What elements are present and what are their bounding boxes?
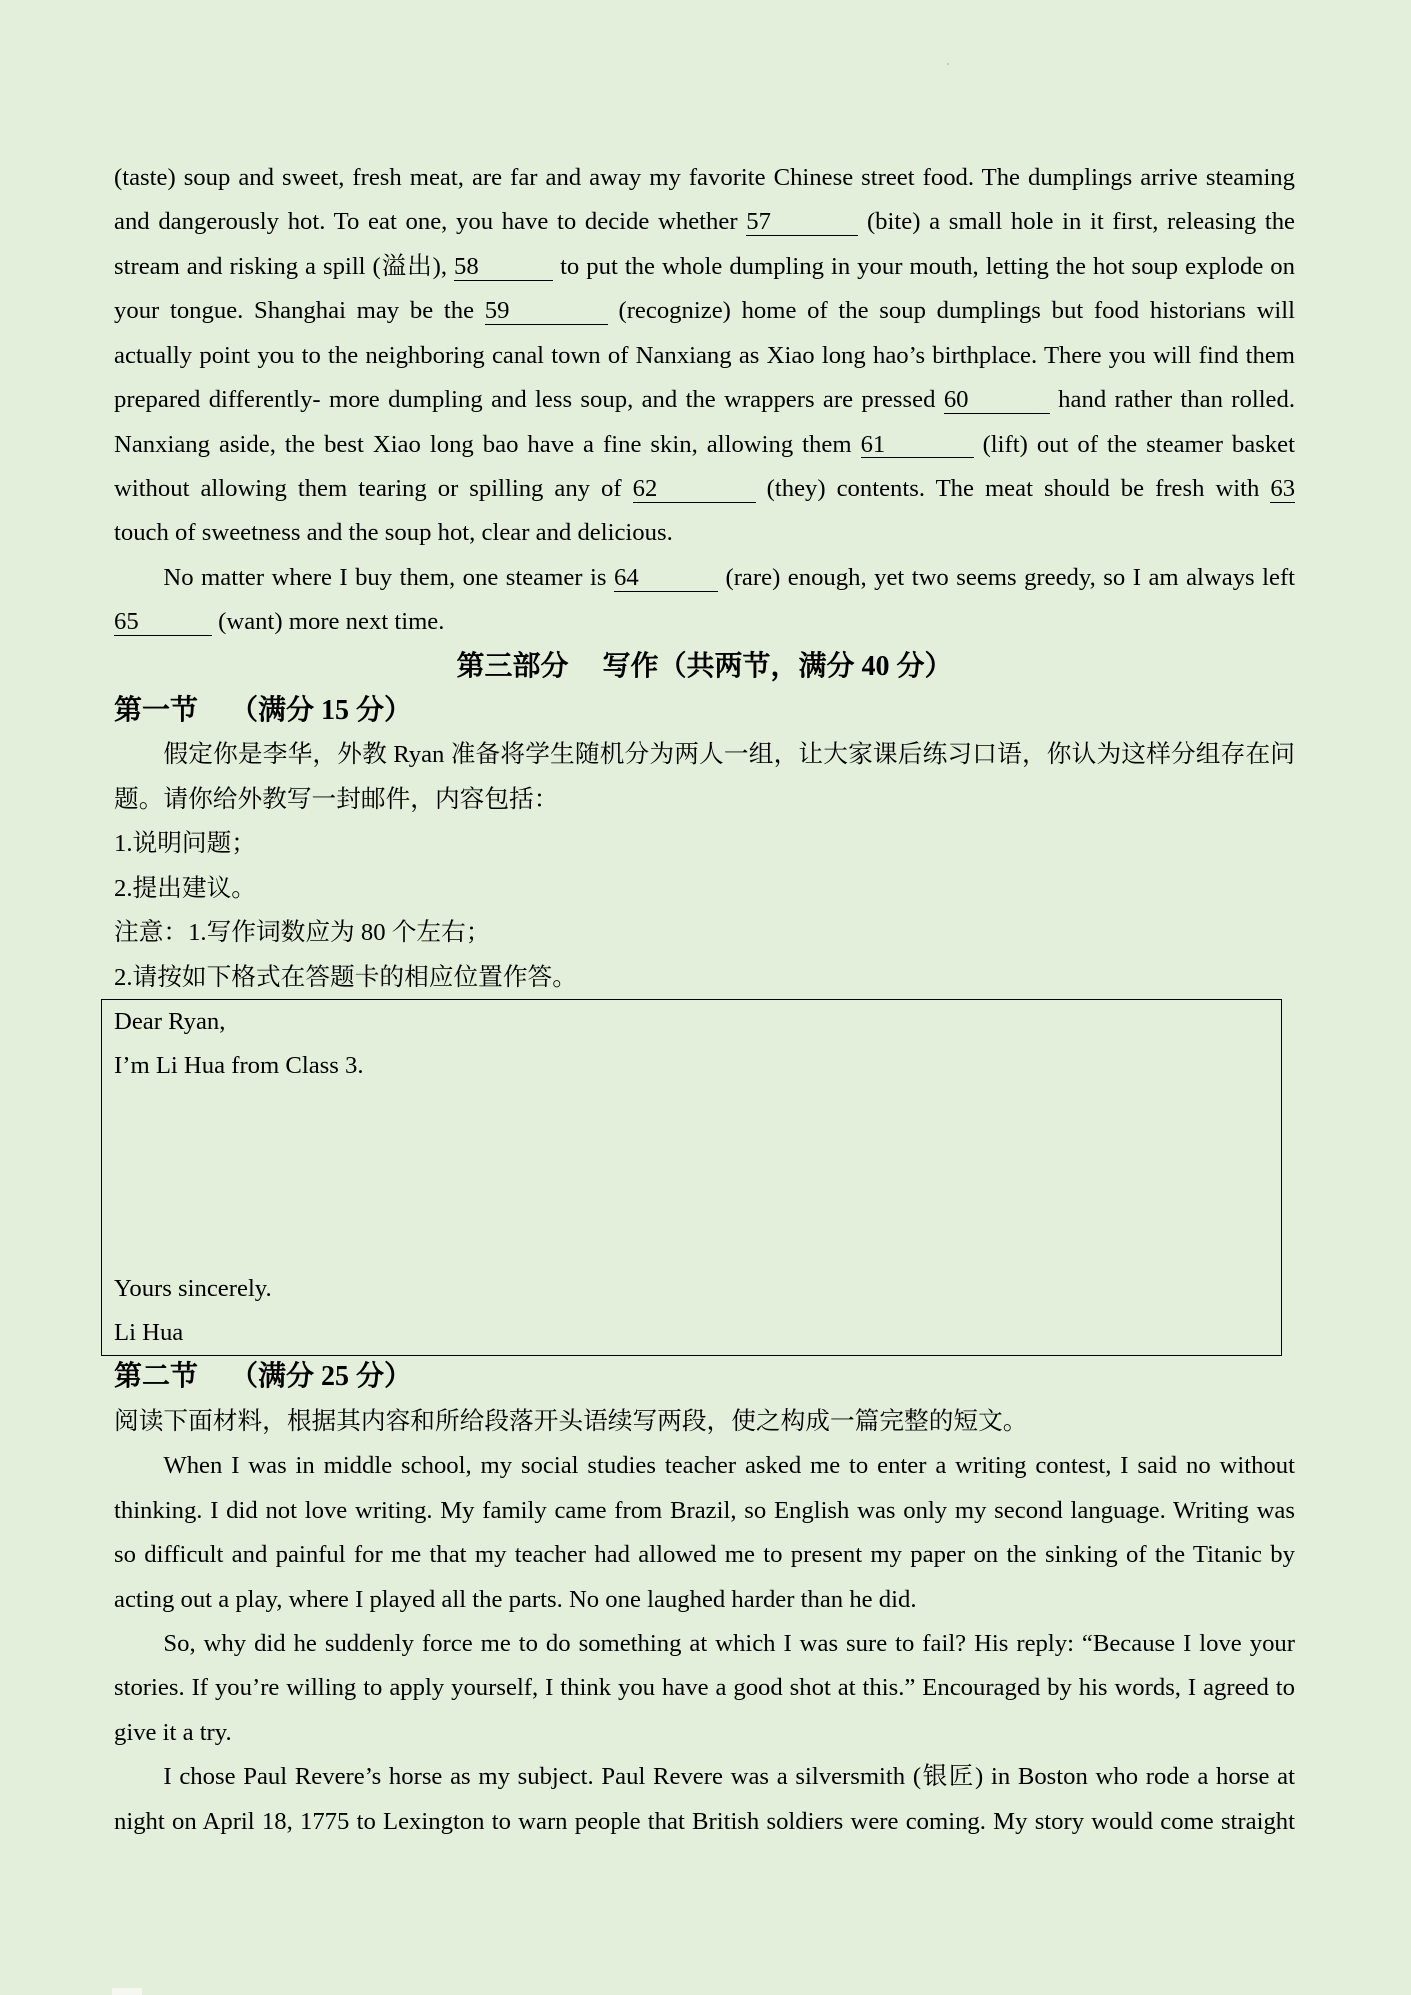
passage-line — [114, 467, 1295, 511]
line-text: (bite) a small hole in it first, releasing the — [866, 208, 1296, 236]
prompt-line: 题。请你给外教写一封邮件，内容包括： — [114, 785, 559, 813]
answer-blank-58: 58 — [454, 255, 553, 281]
note-line: 2.请按如下格式在答题卡的相应位置作答。 — [114, 963, 577, 991]
answer-blank-63: 63 — [1270, 474, 1296, 502]
section-one — [114, 689, 1295, 1356]
cloze-passage — [114, 156, 1295, 645]
task-item: 1.说明问题； — [114, 830, 256, 858]
letter-closing: Yours sincerely. — [114, 1274, 272, 1302]
line-text: (they) contents. The meat should be fresh with — [766, 474, 1260, 502]
passage-line — [114, 289, 1295, 333]
section-two-heading — [114, 1355, 1295, 1399]
line-text: your tongue. Shanghai may be the — [114, 297, 475, 325]
passage-line — [114, 200, 1295, 244]
story-paragraph — [114, 1444, 1295, 1622]
section-two — [114, 1355, 1295, 1844]
story-line: I chose Paul Revere’s horse as my subject. Paul Revere was a silversmith (银匠) in Boston who rode a horse at — [163, 1763, 1295, 1791]
passage-line — [114, 245, 1295, 289]
answer-blank-60: 60 — [944, 388, 1050, 414]
page-edge-mark — [112, 1988, 142, 1995]
passage-line — [114, 423, 1295, 467]
line-text: (rare) enough, yet two seems greedy, so I am always left — [725, 563, 1296, 591]
letter-template-box — [101, 999, 1282, 1356]
story-line: So, why did he suddenly force me to do something at which I was sure to fail? His reply: “Because I love your — [163, 1629, 1295, 1657]
answer-blank-61: 61 — [861, 433, 974, 459]
letter-body-space — [114, 1089, 1281, 1267]
story-line: give it a try. — [114, 1718, 232, 1746]
letter-greeting: Dear Ryan, — [114, 1008, 226, 1036]
part-subtitle: 写作（共两节，满分 40 分） — [602, 650, 953, 682]
exam-page-content — [114, 156, 1295, 1844]
letter-opening: I’m Li Hua from Class 3. — [114, 1052, 364, 1080]
answer-blank-64: 64 — [614, 566, 718, 592]
section-title: 第一节 — [114, 695, 199, 727]
section-title: 第二节 — [114, 1361, 199, 1393]
passage-line — [114, 600, 1295, 644]
writing-part — [114, 645, 1295, 1844]
answer-blank-62: 62 — [633, 477, 756, 503]
line-text: Nanxiang aside, the best Xiao long bao have a fine skin, allowing them — [114, 430, 852, 458]
section-one-heading — [114, 689, 1295, 733]
note-line: 注意：1.写作词数应为 80 个左右； — [114, 919, 491, 947]
line-text: actually point you to the neighboring canal town of Nanxiang as Xiao long hao’s birthplace. There you will find them — [114, 341, 1295, 369]
scan-speck — [947, 63, 949, 65]
answer-blank-65: 65 — [114, 610, 212, 636]
story-line: thinking. I did not love writing. My family came from Brazil, so English was only my second language. Writing was — [114, 1496, 1295, 1524]
story-paragraph — [114, 1622, 1295, 1755]
part-heading — [114, 645, 1295, 689]
task-item: 2.提出建议。 — [114, 874, 256, 902]
line-text: (lift) out of the steamer basket — [982, 430, 1295, 458]
line-text: prepared differently- more dumpling and less soup, and the wrappers are pressed — [114, 386, 936, 414]
passage-line — [114, 556, 1295, 600]
passage-line — [114, 334, 1295, 378]
section-score: （满分 25 分） — [230, 1361, 413, 1393]
line-text: hand rather than rolled. — [1058, 386, 1296, 414]
story-line: night on April 18, 1775 to Lexington to warn people that British soldiers were coming. My story would come straight — [114, 1807, 1295, 1835]
line-text: (want) more next time. — [218, 608, 445, 636]
passage-line — [114, 511, 1295, 555]
line-text: touch of sweetness and the soup hot, clear and delicious. — [114, 519, 673, 547]
story-paragraph — [114, 1755, 1295, 1844]
section-instruction: 阅读下面材料，根据其内容和所给段落开头语续写两段，使之构成一篇完整的短文。 — [114, 1407, 1028, 1435]
line-text: and dangerously hot. To eat one, you have to decide whether — [114, 208, 738, 236]
line-text: (recognize) home of the soup dumplings but food historians will — [618, 297, 1295, 325]
line-text: (taste) soup and sweet, fresh meat, are far and away my favorite Chinese street food. The dumplings arrive steaming — [114, 164, 1295, 191]
answer-blank-59: 59 — [485, 299, 608, 325]
line-text: No matter where I buy them, one steamer is — [163, 563, 607, 591]
passage-line — [114, 378, 1295, 422]
prompt-line: 假定你是李华，外教 Ryan 准备将学生随机分为两人一组，让大家课后练习口语，你认为这样分组存在问 — [163, 741, 1295, 769]
story-line: acting out a play, where I played all the parts. No one laughed harder than he did. — [114, 1585, 917, 1613]
line-text: without allowing them tearing or spilling any of — [114, 474, 622, 502]
story-line: stories. If you’re willing to apply yourself, I think you have a good shot at this.” Encouraged by his words, I agreed to — [114, 1674, 1295, 1702]
answer-blank-57: 57 — [746, 210, 858, 236]
passage-line — [114, 156, 1295, 200]
story-line: so difficult and painful for me that my teacher had allowed me to present my paper on the sinking of the Titanic by — [114, 1541, 1295, 1569]
line-text: to put the whole dumpling in your mouth, letting the hot soup explode on — [560, 252, 1295, 280]
story-line: When I was in middle school, my social studies teacher asked me to enter a writing contest, I said no without — [163, 1452, 1295, 1480]
part-title: 第三部分 — [456, 650, 569, 682]
line-text: stream and risking a spill (溢出), — [114, 252, 448, 280]
letter-signature: Li Hua — [114, 1319, 184, 1346]
section-score: （满分 15 分） — [230, 695, 413, 727]
